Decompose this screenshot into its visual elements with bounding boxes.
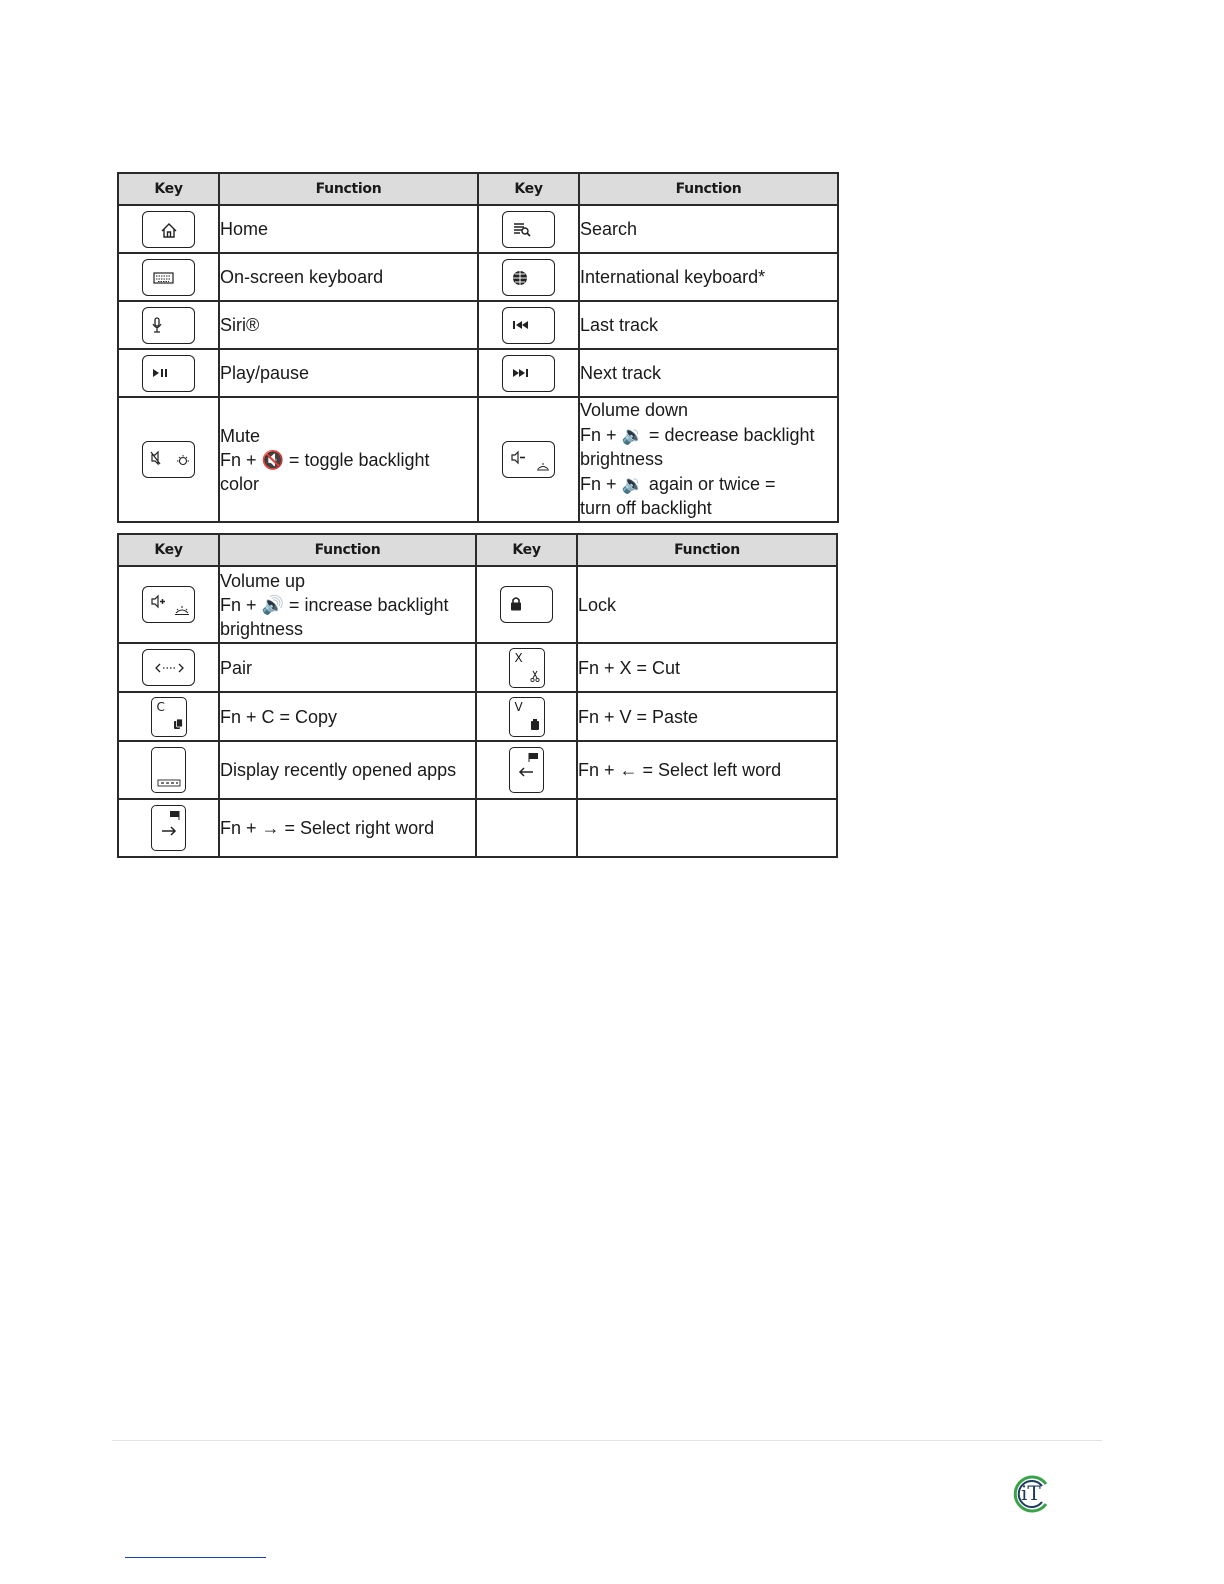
function-detail: Fn + 🔇 = toggle backlight [220,449,430,470]
search-key-icon [502,211,555,248]
function-label: Lock [578,594,617,615]
recent-apps-key-icon [151,747,186,793]
keyboard-functions-table-2 [117,533,838,858]
table-row [118,349,838,397]
header-function: Function [219,534,476,566]
globe-key-icon [502,259,555,296]
home-key-icon [142,211,195,248]
next-track-key-icon [502,355,555,392]
function-label: Volume up [220,570,306,591]
table-row [118,799,837,857]
function-label: On-screen keyboard [220,267,384,287]
function-label: International keyboard* [580,267,766,287]
mute-key-icon [142,441,195,478]
header-function: Function [579,173,838,205]
header-function: Function [219,173,478,205]
function-label: Search [580,219,638,239]
table-row [118,741,837,799]
copy-key-icon [151,697,187,737]
function-label: Display recently opened apps [220,760,457,780]
previous-track-key-icon [502,307,555,344]
function-detail: Fn + 🔉 again or twice = [580,473,776,494]
table-row [118,397,838,522]
logo-text: iT [1021,1481,1041,1505]
function-label: Fn + → = Select right word [220,818,435,838]
function-detail: brightness [580,449,664,470]
volume-down-key-icon [502,441,555,478]
header-key: Key [118,173,219,205]
header-function: Function [577,534,837,566]
function-detail: color [220,473,260,494]
header-key: Key [478,173,579,205]
right-arrow-key-icon [151,805,186,851]
pair-key-icon [142,649,195,686]
function-label: Fn + C = Copy [220,706,338,727]
keycap-letter: X [514,650,523,665]
keycap-letter: C [156,699,165,714]
play-pause-key-icon [142,355,195,392]
function-label: Last track [580,315,659,335]
table-row [118,301,838,349]
table-row [118,566,837,643]
footer-link-underline[interactable] [125,1557,266,1558]
table-row [118,205,838,253]
header-key: Key [118,534,219,566]
volume-up-key-icon [142,586,195,623]
function-detail: brightness [220,618,304,639]
left-arrow-key-icon [509,747,544,793]
keycap-letter: V [514,699,523,714]
function-label: Fn + V = Paste [578,706,699,727]
keyboard-functions-table-1 [117,172,839,523]
footer-divider [112,1440,1102,1441]
function-detail: Fn + 🔊 = increase backlight [220,594,449,615]
function-detail: Fn + 🔉 = decrease backlight [580,424,815,445]
empty-cell [476,799,577,857]
function-label: Mute [220,425,261,446]
function-label: Next track [580,363,662,383]
function-label: Volume down [580,400,689,421]
function-detail: turn off backlight [580,498,712,519]
function-label: Play/pause [220,363,310,383]
microphone-key-icon [142,307,195,344]
empty-cell [577,799,837,857]
table-row [118,253,838,301]
function-label: Fn + ← = Select left word [578,760,782,780]
lock-key-icon [500,586,553,623]
function-label: Fn + X = Cut [578,657,681,678]
on-screen-keyboard-key-icon [142,259,195,296]
function-label: Siri® [220,315,260,335]
paste-key-icon [509,697,545,737]
table-row [118,643,837,692]
table-row [118,692,837,741]
cut-key-icon [509,648,545,688]
function-label: Home [220,219,269,239]
header-key: Key [476,534,577,566]
function-label: Pair [220,657,253,678]
